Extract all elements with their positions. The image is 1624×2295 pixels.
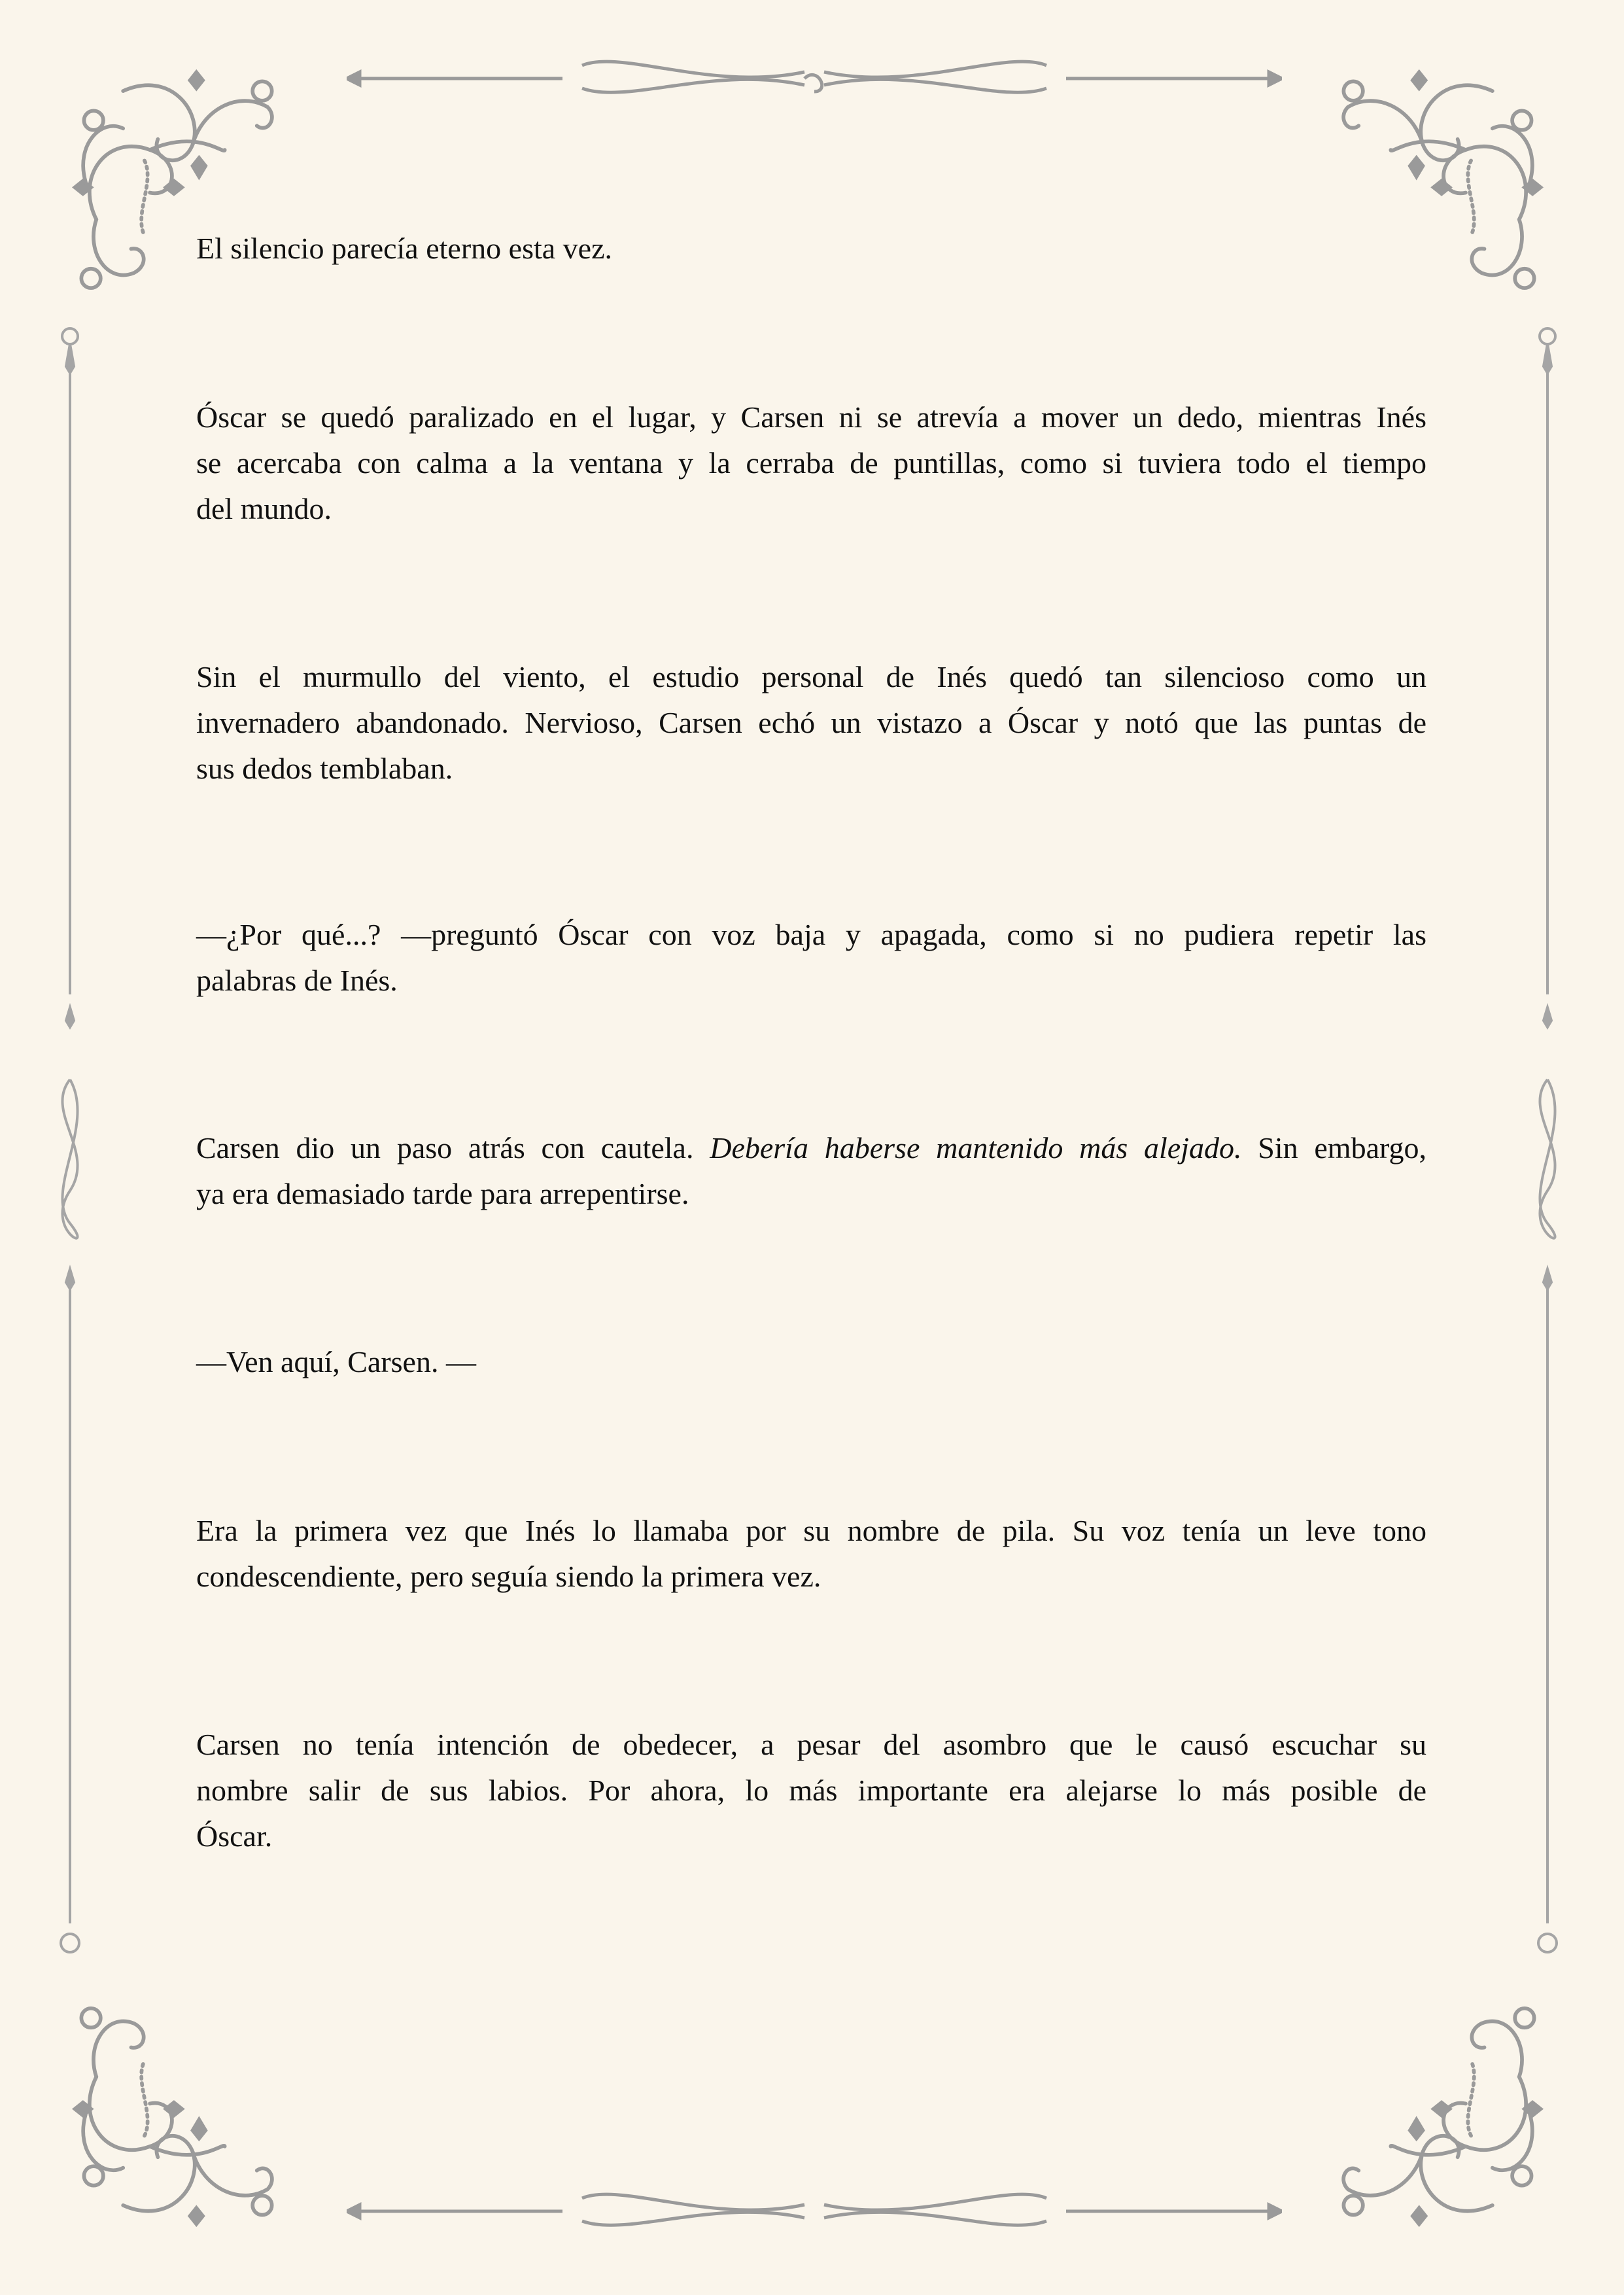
text-line: sus dedos temblaban. xyxy=(196,752,453,785)
paragraph-4 xyxy=(196,912,1426,1004)
text-line: Óscar. xyxy=(196,1819,273,1853)
paragraph-1 xyxy=(196,226,1426,272)
text-segment: Sin embargo, xyxy=(1241,1131,1426,1165)
italic-thought: Debería haberse mantenido más alejado. xyxy=(710,1131,1242,1165)
text-line: se acercaba con calma a la ventana y la cerraba de puntillas, como si tuviera todo el tiempo xyxy=(196,446,1426,480)
paragraph-2 xyxy=(196,394,1426,532)
corner-ornament-bottom-left xyxy=(59,2002,294,2237)
text-line: nombre salir de sus labios. Por ahora, lo más importante era alejarse lo más posible de xyxy=(196,1774,1426,1807)
text-line: condescendiente, pero seguía siendo la primera vez. xyxy=(196,1560,821,1593)
text-line: Carsen no tenía intención de obedecer, a pesar del asombro que le causó escuchar su xyxy=(196,1728,1426,1761)
top-center-ornament xyxy=(347,52,1282,111)
paragraph-6 xyxy=(196,1339,1426,1385)
text-line: palabras de Inés. xyxy=(196,964,398,997)
right-border-ornament xyxy=(1528,327,1567,1976)
text-line: Era la primera vez que Inés lo llamaba por su nombre de pila. Su voz tenía un leve tono xyxy=(196,1514,1426,1547)
text-line: Sin el murmullo del viento, el estudio personal de Inés quedó tan silencioso como un xyxy=(196,660,1426,693)
text-line: El silencio parecía eterno esta vez. xyxy=(196,232,613,265)
paragraph-7 xyxy=(196,1508,1426,1600)
paragraph-8 xyxy=(196,1722,1426,1859)
paragraph-3 xyxy=(196,654,1426,792)
text-segment: Carsen dio un paso atrás con cautela. xyxy=(196,1131,710,1165)
text-line: Óscar se quedó paralizado en el lugar, y Carsen ni se atrevía a mover un dedo, mientras Inés xyxy=(196,400,1426,434)
text-line: del mundo. xyxy=(196,492,332,525)
text-line: —¿Por qué...? —preguntó Óscar con voz baja y apagada, como si no pudiera repetir las xyxy=(196,918,1426,951)
text-line: —Ven aquí, Carsen. — xyxy=(196,1345,476,1378)
text-line xyxy=(196,1125,1426,1171)
paragraph-5 xyxy=(196,1125,1426,1217)
bottom-center-ornament xyxy=(347,2185,1282,2244)
left-border-ornament xyxy=(50,327,90,1976)
corner-ornament-bottom-right xyxy=(1321,2002,1557,2237)
text-line: ya era demasiado tarde para arrepentirse. xyxy=(196,1177,689,1210)
text-line: invernadero abandonado. Nervioso, Carsen echó un vistazo a Óscar y notó que las puntas de xyxy=(196,706,1426,739)
